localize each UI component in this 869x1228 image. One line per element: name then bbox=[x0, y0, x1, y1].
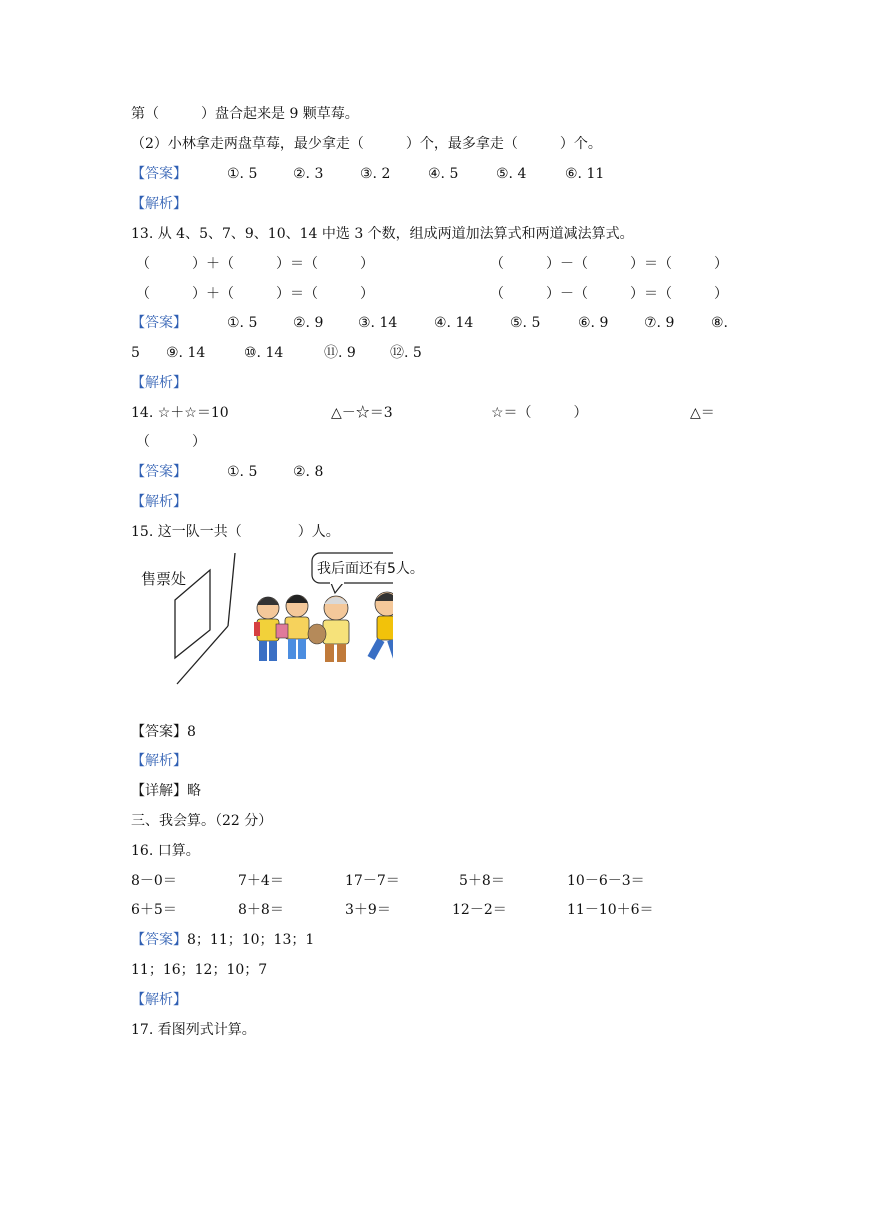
kid-3 bbox=[308, 596, 349, 662]
q16-title: 16. 口算。 bbox=[131, 843, 200, 859]
answer-item: ⑤. 4 bbox=[496, 166, 527, 182]
q14-triangle: △＝ bbox=[690, 405, 715, 421]
answer-15 bbox=[131, 723, 196, 741]
answer-item: ②. 3 bbox=[293, 166, 324, 182]
answer-row-12 bbox=[131, 165, 187, 183]
queue-figure bbox=[131, 548, 424, 693]
calc-item: 10－6－3＝ bbox=[567, 873, 645, 889]
answer-item: ⑩. 14 bbox=[244, 345, 284, 361]
ticket-window-label: 售票处 bbox=[141, 570, 187, 588]
analysis-tag: 【解析】 bbox=[131, 753, 187, 769]
calc-item: 11－10＋6＝ bbox=[567, 902, 654, 918]
floor-line bbox=[177, 626, 228, 684]
answer-item: ④. 5 bbox=[428, 166, 459, 182]
answer-16 bbox=[131, 931, 314, 949]
q12-line1: 第（ ）盘合起来是 9 颗草莓。 bbox=[131, 106, 359, 122]
q14-eq1: 14. ☆＋☆＝10 bbox=[131, 405, 229, 421]
kid-1 bbox=[254, 597, 279, 661]
section-heading: 三、我会算。（22 分） bbox=[131, 813, 273, 829]
calc-item: 6＋5＝ bbox=[131, 902, 177, 918]
q13-sub-2: （ ）－（ ）＝（ ） bbox=[490, 286, 728, 302]
answer-item: ⑥. 9 bbox=[578, 315, 609, 331]
q13-sub-1: （ ）－（ ）＝（ ） bbox=[490, 256, 728, 272]
analysis-tag: 【解析】 bbox=[131, 992, 187, 1008]
answer-16-line2: 11；16；12；10；7 bbox=[131, 962, 268, 978]
answer-tag: 【答案】 bbox=[131, 932, 187, 948]
answer-tag: 【答案】 bbox=[131, 315, 187, 331]
answer-item: ⑥. 11 bbox=[565, 166, 605, 182]
detail-explanation: 【详解】略 bbox=[131, 783, 201, 799]
speech-bubble-text: 我后面还有5人。 bbox=[317, 561, 424, 577]
q13-add-1: （ ）＋（ ）＝（ ） bbox=[136, 256, 374, 272]
answer-item: ③. 2 bbox=[360, 166, 391, 182]
answer-item: ⑤. 5 bbox=[510, 315, 541, 331]
answer-item: ⑨. 14 bbox=[166, 345, 206, 361]
analysis-tag: 【解析】 bbox=[131, 196, 187, 212]
answer-item: ②. 9 bbox=[293, 315, 324, 331]
q14-triangle-blank: （ ） bbox=[136, 434, 206, 450]
answer-item: ③. 14 bbox=[358, 315, 398, 331]
answer-tag: 【答案】 bbox=[131, 464, 187, 480]
answer-item: ①. 5 bbox=[227, 464, 258, 480]
calc-item: 12－2＝ bbox=[452, 902, 507, 918]
answer-text: 8；11；10；13；1 bbox=[187, 932, 315, 948]
answer-item: ②. 8 bbox=[293, 464, 324, 480]
q12-line2: （2）小林拿走两盘草莓，最少拿走（ ）个，最多拿走（ ）个。 bbox=[131, 136, 602, 152]
q13-title: 13. 从 4、5、7、9、10、14 中选 3 个数，组成两道加法算式和两道减法算式。 bbox=[131, 226, 634, 242]
calc-item: 7＋4＝ bbox=[238, 873, 284, 889]
q17-title: 17. 看图列式计算。 bbox=[131, 1022, 256, 1038]
calc-item: 8＋8＝ bbox=[238, 902, 284, 918]
answer-item: ⑧. bbox=[711, 315, 729, 331]
answer-item: ①. 5 bbox=[227, 315, 258, 331]
answer-item: ⑪. 9 bbox=[324, 345, 356, 361]
kid-2 bbox=[276, 595, 309, 659]
answer-tag: 【答案】 bbox=[131, 166, 187, 182]
answer-item: ④. 14 bbox=[434, 315, 474, 331]
q13-add-2: （ ）＋（ ）＝（ ） bbox=[136, 286, 374, 302]
analysis-tag: 【解析】 bbox=[131, 494, 187, 510]
calc-item: 3＋9＝ bbox=[345, 902, 391, 918]
q14-eq2: △－☆＝3 bbox=[331, 405, 393, 421]
calc-item: 8－0＝ bbox=[131, 873, 177, 889]
analysis-tag: 【解析】 bbox=[131, 375, 187, 391]
answer-item: 5 bbox=[131, 345, 140, 361]
calc-item: 5＋8＝ bbox=[459, 873, 505, 889]
q15-title: 15. 这一队一共（ ）人。 bbox=[131, 524, 340, 540]
wall-line bbox=[228, 553, 235, 626]
answer-item: ⑫. 5 bbox=[390, 345, 422, 361]
answer-text: 【答案】8 bbox=[131, 724, 196, 740]
answer-item: ⑦. 9 bbox=[644, 315, 675, 331]
answer-item: ①. 5 bbox=[227, 166, 258, 182]
calc-item: 17－7＝ bbox=[345, 873, 400, 889]
q14-star: ☆＝（ ） bbox=[491, 405, 588, 421]
